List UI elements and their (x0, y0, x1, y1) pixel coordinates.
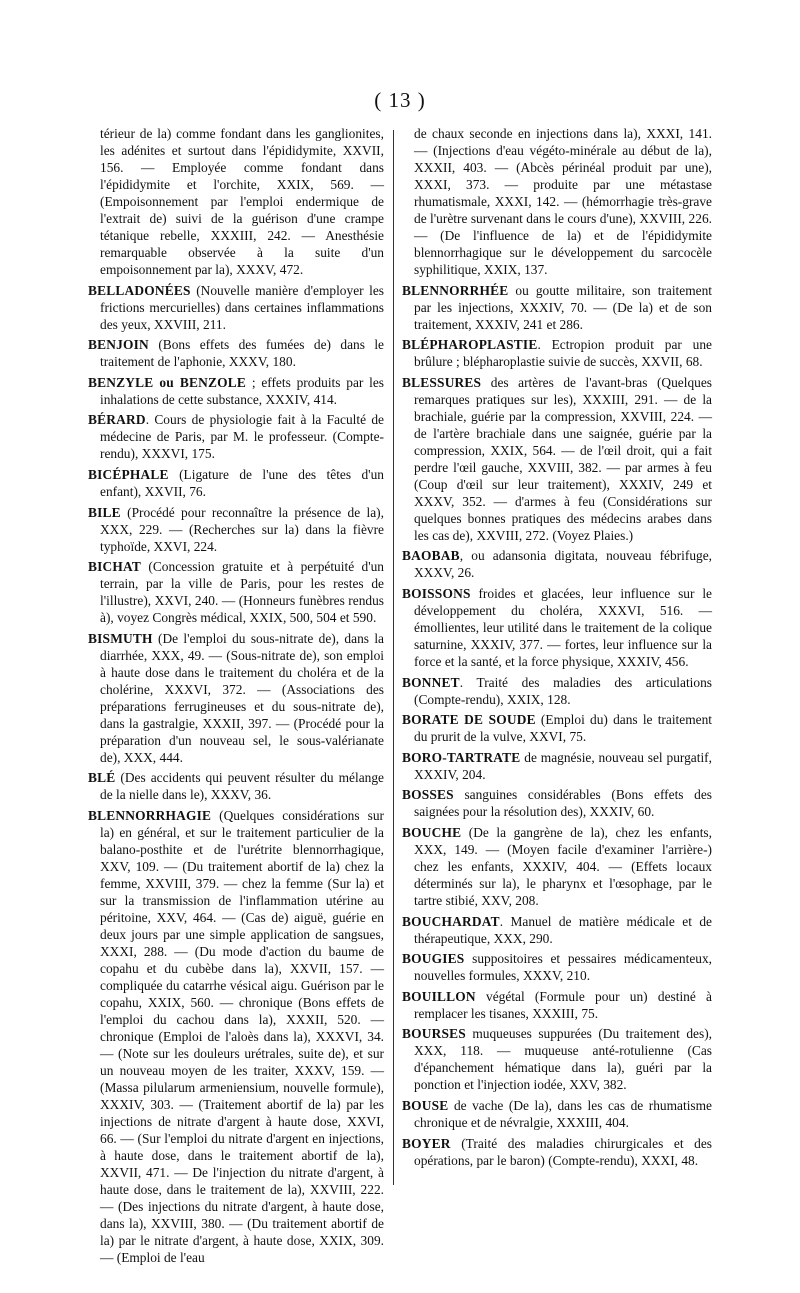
index-entry (402, 1025, 712, 1093)
entry-headword: BLESSURES (402, 374, 482, 390)
entry-text: (Bons effets des fumées de) dans le traitement de l'aphonie, XXXV, 180. (100, 337, 384, 370)
entry-text: (De l'emploi du sous-nitrate de), dans la diarrhée, XXX, 49. — (Sous-nitrate de), son emploi à haute dose dans le traitement du choléra et de la cholérine, XXXVI, 372. — (Associations des préparations ferrugineuses et du sous-nitrate de), dans la gastralgie, XXXII, 397. — (Procédé pour la préparation d'un nouveau sel, le sous-valérianate de), XXX, 444. (100, 630, 384, 765)
entry-text: ou goutte militaire, son traitement par les injections, XXXIV, 70. — (De la) et de son traitement, XXXIV, 241 et 286. (414, 282, 712, 332)
entry-text: (Procédé pour reconnaître la présence de la), XXX, 229. — (Recherches sur la) dans la fièvre typhoïde, XXVI, 224. (100, 504, 384, 554)
entry-headword: BLENNORRHAGIE (88, 807, 212, 823)
entry-headword: BOUILLON (402, 988, 476, 1004)
entry-text: (Quelques considérations sur la) en général, et sur le traitement particulier de la balano-posthite et de l'urétrite blennorrhagique, XXV, 109. — (Du traitement abortif de la) chez la femme, XXVIII, 379. — chez la femme (Sur la) et sur la transmission de l'inflammation utérine au péritoine, XXV, 464. — (Cas de) aiguë, guérie en deux jours par une simple application de sangsues, XXXI, 288. — (Du mode d'action du baume de copahu et du cubèbe dans la), XXVII, 157. — compliquée du catarrhe vésical aigu. Guérison par le copahu, XXIX, 560. — chronique (Bons effets de l'emploi du cachou dans la), XXXII, 520. — chronique (Emploi de l'aloès dans la), XXXVI, 34. — (Note sur les douleurs urétrales, suite de), et sur un nouveau moyen de les traiter, XXXV, 159. — (Massa pilularum armeniensium, nouvelle formule), XXXIV, 303. — (Traitement abortif de la) par les injections de nitrate d'argent à haute dose, XXVI, 66. — (Sur l'emploi du nitrate d'argent en injections, à haute dose, dans le traitement abortif de la), XXVII, 471. — De l'injection du nitrate d'argent, à haute dose, dans le traitement de la), XXVIII, 222. — (Des injections du nitrate d'argent, à haute dose, dans la), XXVIII, 380. — (Du traitement abortif de la) par le nitrate d'argent, à haute dose, XXIX, 309. — (Emploi de l'eau (100, 807, 384, 1265)
entry-headword: BORO-TARTRATE (402, 749, 521, 765)
entry-text: (Ligature de l'une des têtes d'un enfant), XXVII, 76. (100, 466, 384, 499)
entry-text: sanguines considérables (Bons effets des saignées pour la résolution des), XXXIV, 60. (414, 787, 712, 820)
index-entry (88, 125, 384, 278)
entry-headword: BÉRARD (88, 412, 146, 428)
entry-text: de chaux seconde en injections dans la), XXXI, 141. — (Injections d'eau végéto-minérale au début de la), XXXII, 403. — (Abcès périnéal produit par une), XXXI, 373. — produite par une métastase rhumatismale, XXXI, 142. — (hémorrhagie très-grave de l'urètre survenant dans le cours d'une), XXVIII, 226. — (De l'influence de la) et de l'épididymite blennorrhagique sur le développement du sarcocèle syphilitique, XXIX, 137. (414, 126, 712, 277)
entry-headword: BOISSONS (402, 585, 471, 601)
entry-text: . Ectropion produit par une brûlure ; blépharoplastie suivie de succès, XXVII, 68. (414, 337, 712, 370)
index-entry (402, 282, 712, 333)
index-entry (88, 282, 384, 333)
entry-text: ; effets produits par les inhalations de cette substance, XXXIV, 414. (100, 374, 384, 407)
column-divider (393, 130, 394, 1185)
entry-text: (De la gangrène de la), chez les enfants, XXX, 149. — (Moyen facile d'examiner l'arrière-) chez les enfants, XXXIV, 404. — (Effets locaux déterminés sur la), le pharynx et l'œsophage, par le tartre stibié, XXV, 208. (414, 824, 712, 908)
entry-headword: BLÉ (88, 770, 116, 786)
index-entry (402, 374, 712, 544)
entry-text: froides et glacées, leur influence sur le développement du choléra, XXXVI, 516. — émollientes, leur utilité dans le traitement de la colique saturnine, XXXIV, 377. — fortes, leur influence sur la force et la santé, et la force physique, XXXIV, 456. (414, 585, 712, 669)
index-entry (402, 988, 712, 1022)
index-entry (402, 1135, 712, 1169)
entry-text: (Concession gratuite et à perpétuité d'un terrain, par la ville de Paris, pour les restes de l'illustre), XXVI, 240. — (Honneurs funèbres rendus à), voyez Congrès médical, XXIX, 500, 504 et 590. (100, 559, 384, 626)
entry-headword: BOUCHE (402, 824, 462, 840)
index-entry (402, 824, 712, 909)
entry-text: , ou adansonia digitata, nouveau fébrifuge, XXXV, 26. (414, 548, 712, 581)
index-entry (402, 1097, 712, 1131)
index-entry (402, 547, 712, 581)
entry-headword: BICÉPHALE (88, 466, 169, 482)
entry-text: suppositoires et pessaires médicamenteux, nouvelles formules, XXXV, 210. (414, 951, 712, 984)
index-entry (402, 913, 712, 947)
entry-headword: BISMUTH (88, 630, 153, 646)
entry-text: (Nouvelle manière d'employer les frictions mercurielles) dans certaines inflammations des yeux, XXVIII, 211. (100, 282, 384, 332)
index-entry (402, 585, 712, 670)
index-entry (88, 374, 384, 408)
entry-text: . Traité des maladies des articulations (Compte-rendu), XXIX, 128. (414, 674, 712, 707)
index-entry (88, 558, 384, 626)
entry-text: (Emploi du) dans le traitement du prurit de la vulve, XXVI, 75. (414, 712, 712, 745)
index-entry (88, 466, 384, 500)
entry-headword: BENJOIN (88, 337, 149, 353)
entry-headword: BENZYLE ou BENZOLE (88, 374, 247, 390)
index-entry (402, 711, 712, 745)
index-entry (88, 411, 384, 462)
entry-headword: BOSSES (402, 787, 454, 803)
entry-headword: BOUGIES (402, 951, 465, 967)
entry-headword: BILE (88, 504, 121, 520)
entry-headword: BLÉPHAROPLASTIE (402, 337, 538, 353)
index-entry (402, 336, 712, 370)
right-column (402, 125, 712, 1205)
index-entry (88, 769, 384, 803)
index-entry (402, 749, 712, 783)
index-entry (88, 504, 384, 555)
entry-headword: BICHAT (88, 559, 142, 575)
entry-text: térieur de la) comme fondant dans les ganglionites, les adénites et surtout dans l'épididymite, XXVII, 156. — Employée comme fondant dans l'épididymite et l'orchite, XXIX, 569. — (Empoisonnement par l'emploi endermique de l'extrait de) suivi de la guérison d'une crampe tétanique rebelle, XXXIII, 242. — Anesthésie remarquable observée à la suite d'un empoisonnement par la), XXXV, 472. (100, 126, 384, 277)
entry-text: végétal (Formule pour un) destiné à remplacer les tisanes, XXXIII, 75. (414, 988, 712, 1021)
entry-text: (Des accidents qui peuvent résulter du mélange de la nielle dans le), XXXV, 36. (100, 770, 384, 803)
entry-text: des artères de l'avant-bras (Quelques remarques pratiques sur les), XXXIII, 291. — de la brachiale, guérie par la compression, XXVIII, 224. — de l'artère brachiale dans une saignée, guérie par la compression, XXIX, 564. — de l'œil droit, qui a fait perdre l'œil gauche, XXVIII, 382. — par armes à feu (Coup d'œil sur leur traitement), XXXIV, 249 et XXXV, 352. — d'armes à feu (Considérations sur quelques bonnes pratiques des médecins arabes dans les cas de), XXVIII, 272. (Voyez Plaies.) (414, 374, 712, 543)
left-column (88, 125, 384, 1265)
index-entry (88, 807, 384, 1266)
entry-text: . Manuel de matière médicale et de thérapeutique, XXX, 290. (414, 913, 712, 946)
entry-headword: BOYER (402, 1135, 451, 1151)
entry-text: . Cours de physiologie fait à la Faculté de médecine de Paris, par M. le professeur. (Compte-rendu), XXXVI, 175. (100, 412, 384, 462)
index-entry (88, 336, 384, 370)
entry-text: de magnésie, nouveau sel purgatif, XXXIV, 204. (414, 749, 712, 782)
index-entry (402, 786, 712, 820)
page-number: ( 13 ) (374, 88, 426, 112)
entry-headword: BORATE DE SOUDE (402, 712, 536, 728)
entry-text: (Traité des maladies chirurgicales et des opérations, par le baron) (Compte-rendu), XXXI, 48. (414, 1135, 712, 1168)
entry-text: de vache (De la), dans les cas de rhumatisme chronique et de névralgie, XXXIII, 404. (414, 1097, 712, 1130)
entry-text: muqueuses suppurées (Du traitement des), XXX, 118. — muqueuse anté-rotulienne (Cas d'épanchement hématique dans la), guéri par la ponction et l'injection iodée, XXV, 382. (414, 1026, 712, 1093)
entry-headword: BLENNORRHÉE (402, 282, 509, 298)
entry-headword: BOUCHARDAT (402, 913, 500, 929)
index-entry (402, 950, 712, 984)
entry-headword: BELLADONÉES (88, 282, 191, 298)
entry-headword: BOURSES (402, 1026, 466, 1042)
index-entry (402, 674, 712, 708)
index-entry (88, 630, 384, 766)
entry-headword: BAOBAB (402, 548, 460, 564)
entry-headword: BONNET (402, 674, 460, 690)
entry-headword: BOUSE (402, 1097, 449, 1113)
index-entry (402, 125, 712, 278)
